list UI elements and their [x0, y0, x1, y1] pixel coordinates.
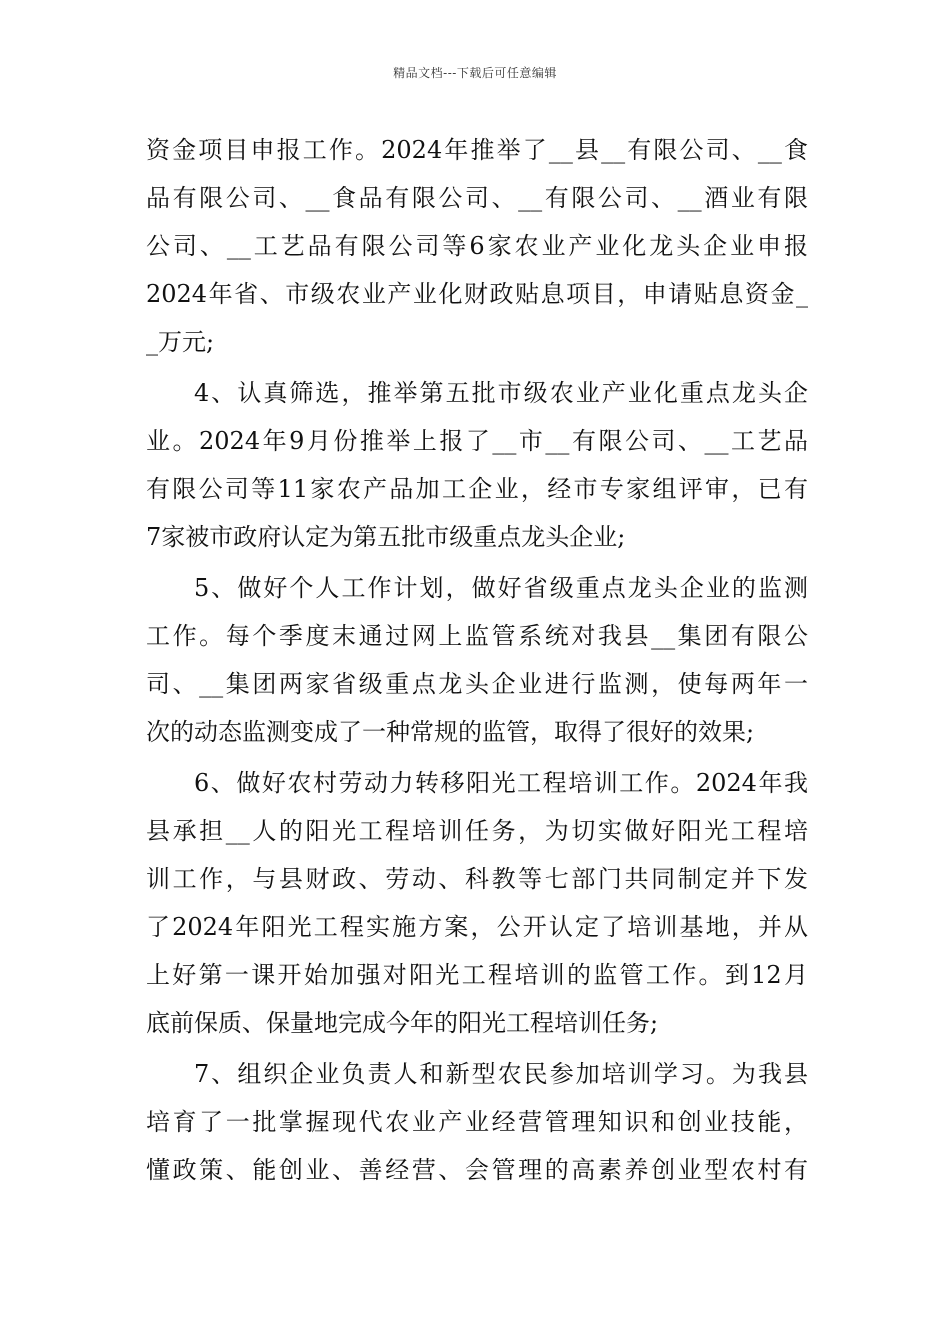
text-line: 县承担__人的阳光工程培训任务，为切实做好阳光工程培	[146, 817, 808, 845]
document-body	[146, 126, 808, 1194]
text-line: 次的动态监测变成了一种常规的监管，取得了很好的效果;	[146, 718, 755, 746]
text-line: 工作。每个季度末通过网上监管系统对我县__集团有限公	[146, 622, 808, 650]
text-line: 底前保质、保量地完成今年的阳光工程培训任务;	[146, 1009, 659, 1037]
paragraph	[146, 564, 808, 756]
text-line: 7家被市政府认定为第五批市级重点龙头企业;	[146, 523, 626, 551]
text-line: 4、认真筛选，推举第五批市级农业产业化重点龙头企	[194, 379, 808, 407]
text-line: 了2024年阳光工程实施方案，公开认定了培训基地，并从	[146, 913, 808, 941]
text-line: 公司、__工艺品有限公司等6家农业产业化龙头企业申报	[146, 232, 808, 260]
text-line: 5、做好个人工作计划，做好省级重点龙头企业的监测	[194, 574, 808, 602]
text-line: 培育了一批掌握现代农业产业经营管理知识和创业技能，	[146, 1108, 808, 1136]
paragraph	[146, 1050, 808, 1194]
text-line: 上好第一课开始加强对阳光工程培训的监管工作。到12月	[146, 961, 808, 989]
page-header: 精品文档---下载后可任意编辑	[393, 66, 557, 80]
paragraph	[146, 369, 808, 561]
paragraph	[146, 759, 808, 1047]
text-line: 懂政策、能创业、善经营、会管理的高素养创业型农村有	[146, 1156, 808, 1184]
text-line: 2024年省、市级农业产业化财政贴息项目，申请贴息资金_	[146, 280, 808, 308]
text-line: 司、__集团两家省级重点龙头企业进行监测，使每两年一	[146, 670, 808, 698]
paragraph	[146, 126, 808, 366]
text-line: 品有限公司、__食品有限公司、__有限公司、__酒业有限	[146, 184, 808, 212]
text-line: 6、做好农村劳动力转移阳光工程培训工作。2024年我	[194, 769, 808, 797]
text-line: 有限公司等11家农产品加工企业，经市专家组评审，已有	[146, 475, 808, 503]
text-line: 7、组织企业负责人和新型农民参加培训学习。为我县	[194, 1060, 808, 1088]
text-line: _万元;	[146, 328, 215, 356]
text-line: 业。2024年9月份推举上报了__市__有限公司、__工艺品	[146, 427, 808, 455]
text-line: 资金项目申报工作。2024年推举了__县__有限公司、__食	[146, 136, 808, 164]
text-line: 训工作，与县财政、劳动、科教等七部门共同制定并下发	[146, 865, 808, 893]
